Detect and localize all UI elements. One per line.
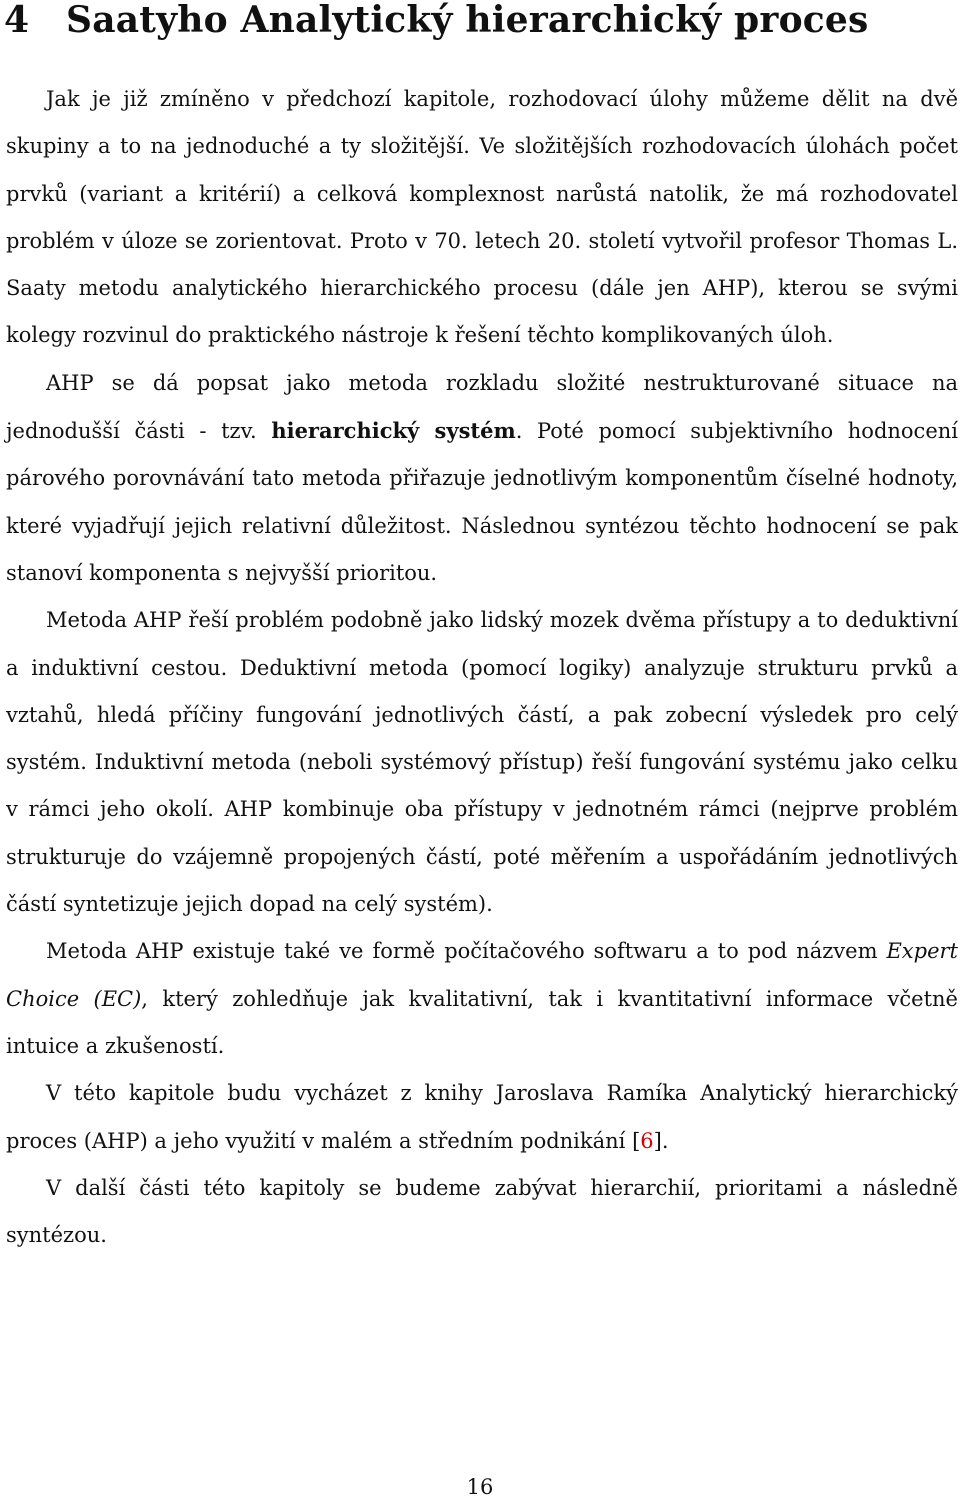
citation-link[interactable]: 6 — [640, 1128, 654, 1153]
software-name: Expert Choice (EC) — [6, 939, 958, 1011]
paragraph-source — [6, 1070, 958, 1165]
paragraph-software-start: Metoda AHP existuje také ve formě počítačového softwaru a to pod názvem — [46, 939, 887, 964]
paragraph-intro: Jak je již zmíněno v předchozí kapitole, rozhodovací úlohy můžeme dělit na dvě skupiny a to na jednoduché a ty složitější. Ve složitějších rozhodovacích úlohách počet prvků (variant a kritérií) a celková komplexnost narůstá natolik, že má rozhodovatel problém v úloze se zorientovat. Proto v 70. letech 20. století vytvořil profesor Thomas L. Saaty metodu analytického hierarchického procesu (dále jen AHP), kterou se svými kolegy rozvinul do praktického nástroje k řešení těchto komplikovaných úloh. — [6, 87, 958, 348]
paragraph-methods: Metoda AHP řeší problém podobně jako lidský mozek dvěma přístupy a to deduktivní a induktivní cestou. Deduktivní metoda (pomocí logiky) analyzuje strukturu prvků a vztahů, hledá příčiny fungování jednotlivých částí, a pak zobecní výsledek pro celý systém. Induktivní metoda (neboli systémový přístup) řeší fungování systému jako celku v rámci jeho okolí. AHP kombinuje oba přístupy v jednotném rámci (nejprve problém strukturuje do vzájemně propojených částí, poté měřením a uspořádáním jednotlivých částí syntetizuje jejich dopad na celý systém). — [6, 608, 958, 917]
paragraph-hierarchy-end: . Poté pomocí subjektivního hodnocení párového porovnávání tato metoda přiřazuje jednotlivým komponentům číselné hodnoty, které vyjadřují jejich relativní důležitost. Následnou syntézou těchto hodnocení se pak stanoví komponenta s nejvyšší prioritou. — [6, 419, 958, 585]
paragraph-hierarchy — [6, 360, 958, 597]
page-number: 16 — [466, 1475, 494, 1499]
section-number: 4 — [4, 0, 30, 41]
paragraph-source-end: ]. — [653, 1128, 669, 1153]
body-text — [6, 76, 958, 1259]
term-hierarchicky-system: hierarchický systém — [271, 418, 516, 444]
paragraph-software-end: , který zohledňuje jak kvalitativní, tak i kvantitativní informace včetně intuice a zkušeností. — [6, 986, 958, 1058]
paragraph-software — [6, 928, 958, 1070]
section-title: Saatyho Analytický hierarchický proces — [66, 0, 869, 41]
section-heading — [4, 0, 869, 40]
paragraph-outline: V další části této kapitoly se budeme zabývat hierarchií, prioritami a následně syntézou. — [6, 1175, 958, 1248]
paragraph-hierarchy-start: AHP se dá popsat jako metoda rozkladu složité nestrukturované situace na jednodušší části - tzv. — [6, 370, 958, 444]
paragraph-source-start: V této kapitole budu vycházet z knihy Jaroslava Ramíka Analytický hierarchický proces (AHP) a jeho využití v malém a středním podnikání [ — [6, 1081, 958, 1153]
